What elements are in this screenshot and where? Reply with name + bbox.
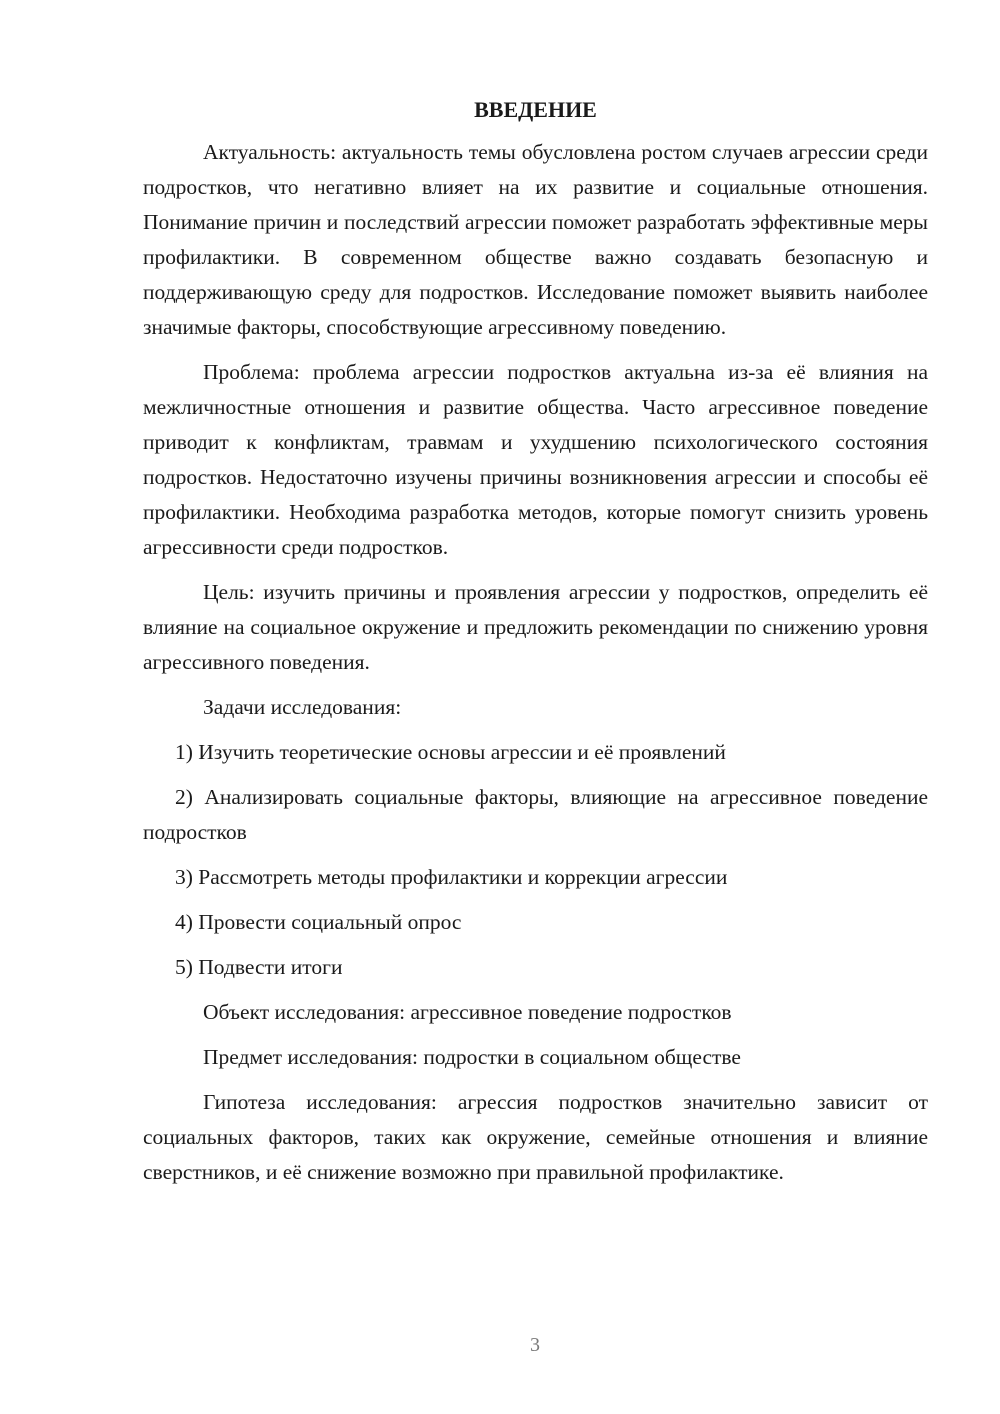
goal-paragraph: Цель: изучить причины и проявления агрессии у подростков, определить её влияние на социальное окружение и предложить рекомендации по снижению уровня агрессивного поведения. bbox=[143, 580, 928, 674]
task-item-2: 2) Анализировать социальные факторы, влияющие на агрессивное поведение подростков bbox=[143, 785, 928, 844]
hypothesis-paragraph: Гипотеза исследования: агрессия подростков значительно зависит от социальных факторов, таких как окружение, семейные отношения и влияние сверстников, и её снижение возможно при правильной профилактике. bbox=[143, 1090, 928, 1184]
task-item-4: 4) Провести социальный опрос bbox=[175, 910, 462, 934]
task-item-3: 3) Рассмотреть методы профилактики и коррекции агрессии bbox=[175, 865, 728, 889]
relevance-paragraph: Актуальность: актуальность темы обусловлена ростом случаев агрессии среди подростков, что негативно влияет на их развитие и социальные отношения. Понимание причин и последствий агрессии поможет разработать эффективные меры профилактики. В современном обществе важно создавать безопасную и поддерживающую среду для подростков. Исследование поможет выявить наиболее значимые факторы, способствующие агрессивному поведению. bbox=[143, 140, 928, 339]
research-object: Объект исследования: агрессивное поведение подростков bbox=[203, 1000, 732, 1024]
tasks-heading: Задачи исследования: bbox=[203, 695, 402, 719]
research-subject: Предмет исследования: подростки в социальном обществе bbox=[203, 1045, 741, 1069]
problem-paragraph: Проблема: проблема агрессии подростков актуальна из-за её влияния на межличностные отношения и развитие общества. Часто агрессивное поведение приводит к конфликтам, травмам и ухудшению психологического состояния подростков. Недостаточно изучены причины возникновения агрессии и способы её профилактики. Необходима разработка методов, которые помогут снизить уровень агрессивности среди подростков. bbox=[143, 360, 928, 559]
section-title: ВВЕДЕНИЕ bbox=[474, 97, 597, 122]
task-item-1: 1) Изучить теоретические основы агрессии и её проявлений bbox=[175, 740, 726, 764]
page-content bbox=[143, 95, 928, 1200]
page-number: 3 bbox=[530, 1334, 540, 1356]
task-item-5: 5) Подвести итоги bbox=[175, 955, 343, 979]
